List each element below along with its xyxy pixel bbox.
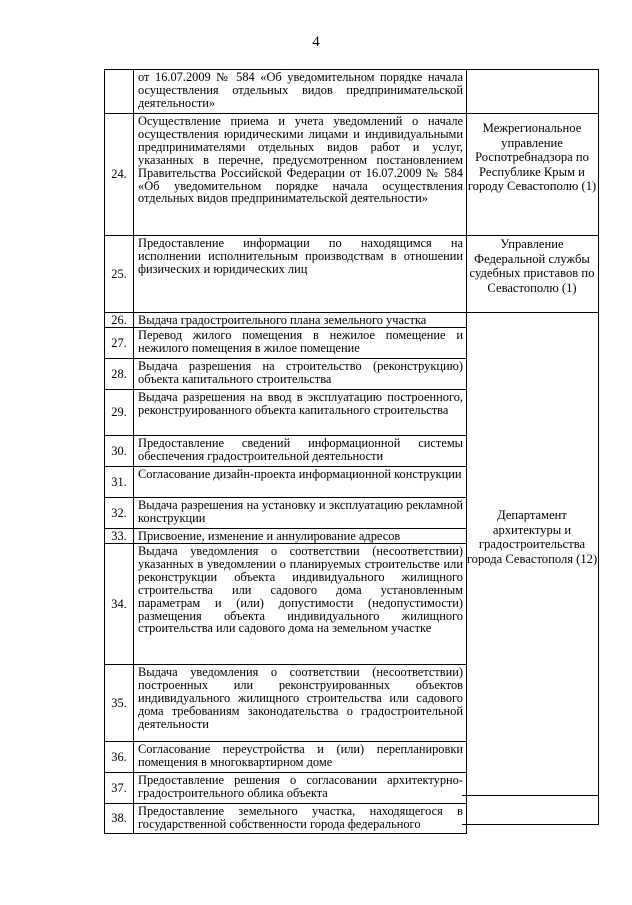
service-description: Выдача разрешения на строительство (реконструкцию) объекта капитального строительства bbox=[134, 359, 467, 390]
row-number: 35. bbox=[105, 665, 134, 742]
row-number: 30. bbox=[105, 436, 134, 467]
row-number: 31. bbox=[105, 467, 134, 498]
table-row bbox=[105, 390, 467, 436]
table-row bbox=[105, 544, 467, 665]
row-number: 26. bbox=[105, 313, 134, 328]
service-description: Согласование переустройства и (или) перепланировки помещения в многоквартирном доме bbox=[134, 742, 467, 773]
service-description: от 16.07.2009 № 584 «Об уведомительном порядке начала осуществления отдельных видов предпринимательской деятельности» bbox=[134, 70, 467, 114]
table-row bbox=[105, 773, 467, 804]
row-number: 33. bbox=[105, 529, 134, 544]
service-description: Выдача уведомления о соответствии (несоответствии) указанных в уведомлении о планируемых строительстве или реконструкции объекта индивидуального жилищного строительства или садового дома установленным параметрам и (или) допустимости (недопустимости) размещения объекта индивидуального жилищного строительства или садового дома на земельном участке bbox=[134, 544, 467, 665]
org-divider bbox=[462, 235, 599, 236]
services-table bbox=[104, 69, 467, 834]
row-number: 38. bbox=[105, 804, 134, 834]
service-description: Выдача разрешения на ввод в эксплуатацию построенного, реконструированного объекта капитального строительства bbox=[134, 390, 467, 436]
service-description: Согласование дизайн-проекта информационной конструкции bbox=[134, 467, 467, 498]
service-description: Выдача градостроительного плана земельного участка bbox=[134, 313, 467, 328]
row-number: 24. bbox=[105, 114, 134, 236]
row-number: 27. bbox=[105, 328, 134, 359]
service-description: Предоставление информации по находящимся на исполнении исполнительным производствам в отношении физических и юридических лиц bbox=[134, 236, 467, 313]
org-fssp: Управление Федеральной службы судебных приставов по Севастополю (1) bbox=[469, 237, 595, 295]
page-number: 4 bbox=[312, 34, 320, 50]
org-divider bbox=[462, 795, 599, 796]
table-row bbox=[105, 804, 467, 834]
table-row bbox=[105, 498, 467, 529]
service-description: Присвоение, изменение и аннулирование адресов bbox=[134, 529, 467, 544]
table-row bbox=[105, 236, 467, 313]
table-row bbox=[105, 328, 467, 359]
org-divider bbox=[462, 113, 599, 114]
row-number: 37. bbox=[105, 773, 134, 804]
row-number bbox=[105, 70, 134, 114]
service-description: Осуществление приема и учета уведомлений о начале осуществления юридическими лицами и индивидуальными предпринимателями отдельных видов работ и услуг, указанных в перечне, предусмотренном постановлением Правительства Российской Федерации от 16.07.2009 № 584 «Об уведомительном порядке начала осуществления отдельных видов предпринимательской деятельности» bbox=[134, 114, 467, 236]
org-rospotrebnadzor: Межрегиональное управление Роспотребнадзора по Республике Крым и городу Севастополю (1) bbox=[467, 121, 597, 194]
service-description: Перевод жилого помещения в нежилое помещение и нежилого помещения в жилое помещение bbox=[134, 328, 467, 359]
table-row bbox=[105, 467, 467, 498]
table-row bbox=[105, 70, 467, 114]
org-column-top-border bbox=[462, 69, 599, 70]
row-number: 32. bbox=[105, 498, 134, 529]
table-row bbox=[105, 436, 467, 467]
row-number: 25. bbox=[105, 236, 134, 313]
org-architecture-department: Департамент архитектуры и градостроительства города Севастополя (12) bbox=[466, 508, 598, 566]
service-description: Выдача разрешения на установку и эксплуатацию рекламной конструкции bbox=[134, 498, 467, 529]
org-column-right-border bbox=[598, 69, 599, 825]
table-row bbox=[105, 359, 467, 390]
table-row bbox=[105, 114, 467, 236]
table-row bbox=[105, 313, 467, 328]
row-number: 29. bbox=[105, 390, 134, 436]
service-description: Предоставление сведений информационной системы обеспечения градостроительной деятельности bbox=[134, 436, 467, 467]
table-row bbox=[105, 529, 467, 544]
table-row bbox=[105, 742, 467, 773]
row-number: 28. bbox=[105, 359, 134, 390]
row-number: 34. bbox=[105, 544, 134, 665]
service-description: Предоставление земельного участка, находящегося в государственной собственности города федерального bbox=[134, 804, 467, 834]
org-column-bottom-border bbox=[462, 824, 599, 825]
service-description: Предоставление решения о согласовании архитектурно-градостроительного облика объекта bbox=[134, 773, 467, 804]
row-number: 36. bbox=[105, 742, 134, 773]
table-row bbox=[105, 665, 467, 742]
org-divider bbox=[462, 312, 599, 313]
service-description: Выдача уведомления о соответствии (несоответствии) построенных или реконструированных объектов индивидуального жилищного строительства или садового дома требованиям законодательства о градостроительной деятельности bbox=[134, 665, 467, 742]
